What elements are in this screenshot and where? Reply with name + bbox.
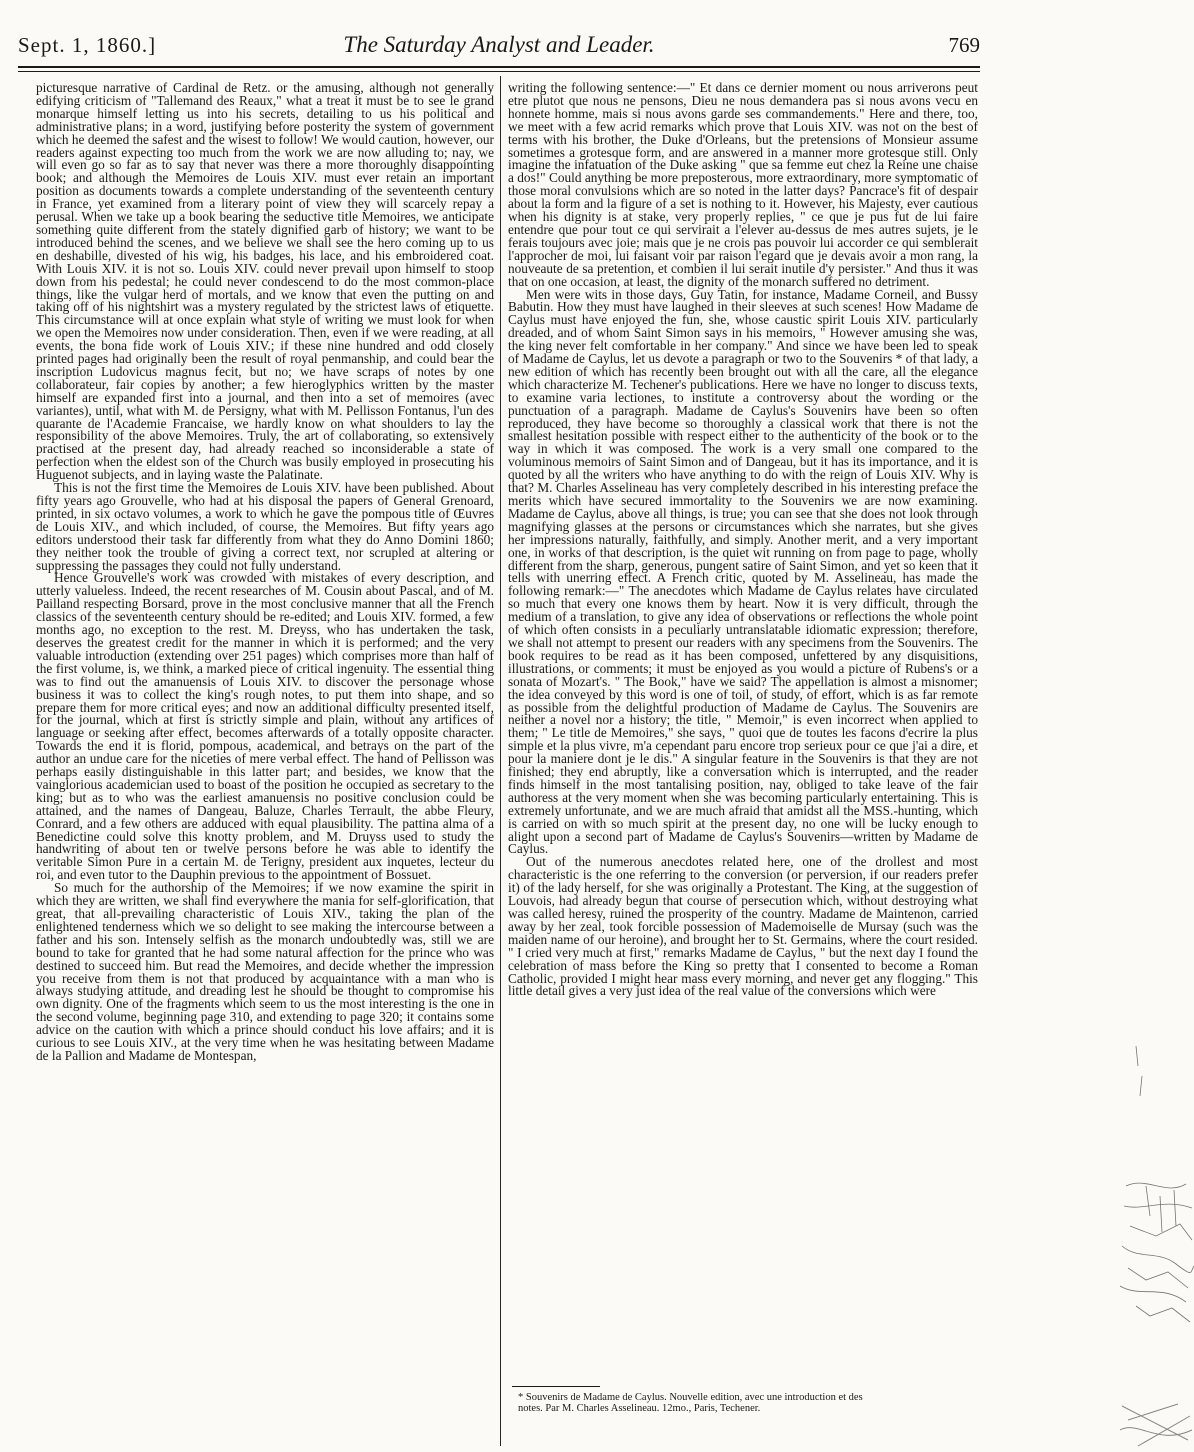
left-column — [36, 82, 494, 1448]
footnote — [508, 1392, 978, 1414]
issue-date: Sept. 1, 1860.] — [18, 33, 157, 57]
paragraph: Hence Grouvelle's work was crowded with mistakes of every description, and utterly valueless. Indeed, the recent researches of M. Cousin about Pascal, and of M. Pailland respecting Borsard, prove in the most conclusive manner that all the French classics of the seventeenth century should be re-edited; and Louis XIV. formed, a few months ago, no exception to the rest. M. Dreyss, who has undertaken the task, deserves the greatest credit for the manner in which it is performed; and the very valuable introduction (extending over 251 pages) which comprises more than half of the first volume, is, we think, a marked piece of critical ingenuity. The essential thing was to find out the amanuensis of Louis XIV. to discover the personage whose business it was to collect the king's rough notes, to put them into shape, and so prepare them for more critical eyes; and now an additional difficulty presented itself, for the journal, which at first is strictly simple and plain, without any artifices of language or seeking after effect, becomes afterwards of a totally opposite character. Towards the end it is florid, pompous, academical, and betrays on the part of the author an undue care for the niceties of mere verbal effect. The hand of Pellisson was perhaps easily distinguishable in this latter part; and besides, we know that the vainglorious academician used to boast of the position he occupied as secretary to the king; but as to who was the earliest amanuensis no positive conclusion could be attained, and the names of Dangeau, Baluze, Charles Terrault, the abbe Fleury, Conrard, and a few others are adduced with equal plausibility. The pattina alma of a Benedictine could solve this knotty problem, and M. Druyss used to study the handwriting of about ten or twelve persons before he was able to identify the veritable Simon Pure in a certain M. de Terigny, president aux inquetes, lecteur du roi, and even tutor to the Dauphin previous to the appointment of Bossuet. — [36, 570, 494, 883]
header-rule-thin — [18, 71, 980, 72]
paragraph: picturesque narrative of Cardinal de Retz. or the amusing, although not generally edifying criticism of "Tallemand des Reaux," what a treat it must be to see le grand monarque himself letting us into his secrets, detailing to us his political and administrative plans; in a word, justifying before posterity the system of government which he deemed the safest and the wisest to follow! We would caution, however, our readers against expecting too much from the work we are now alluding to; nay, we will even go so far as to say that never was there a more thoroughly disappointing book; and although the Memoires de Louis XIV. must ever retain an important position as documents towards a complete understanding of the seventeenth century in France, yet examined from a literary point of view they will scarcely repay a perusal. When we take up a book bearing the seductive title Memoires, we anticipate something quite different from the stately dignified garb of history; we want to be introduced behind the scenes, and we believe we shall see the hero coming up to us en deshabille, divested of his wig, his badges, his lace, and his embroidered coat. With Louis XIV. it is not so. Louis XIV. could never prevail upon himself to stoop down from his pedestal; he could never condescend to do the most common-place things, like the vulgar herd of mortals, and we know that even the putting on and taking off of his nightshirt was a mystery regulated by the strictest laws of etiquette. This circumstance will at once explain what style of writing we must look for when we open the Memoires now under consideration. Then, even if we were reading, at all events, the bona fide work of Louis XIV.; if these nine hundred and odd closely printed pages had originally been the result of royal penmanship, and could bear the inscription Ludovicus magnus fecit, but no; we have scraps of notes by one collaborateur, fair copies by another; a few hieroglyphics written by the master himself are expanded first into a journal, and then into a set of memoires (avec variantes), until, what with M. de Persigny, what with M. Pellisson Fontanus, l'un des quarante de l'Academie Francaise, we hardly know on what shoulders to lay the responsibility of the above Memoires. Truly, the art of collaborating, so extensively practised at the present day, had already reached so inconsiderable a state of perfection when the eldest son of the Church was busily employed in prosecuting his Huguenot subjects, and in laying waste the Palatinate. — [36, 82, 494, 483]
paragraph: So much for the authorship of the Memoires; if we now examine the spirit in which they are written, we shall find everywhere the mania for self-glorification, that great, that all-prevailing characteristic of Louis XIV., taking the plan of the enlightened tenderness which we so delight to see making the intercourse between a father and his son. Intensely selfish as the monarch undoubtedly was, still we are bound to take for granted that he had some natural affection for the prince who was destined to succeed him. But read the Memoires, and decide whether the impression you receive from them is not that produced by acquaintance with a man who is always studying attitude, and dreading lest he should be thought to compromise his own dignity. One of the fragments which seem to us the most interesting is the one in the second volume, beginning page 310, and extending to page 320; it contains some advice on the caution with which a prince should conduct his love affairs; and it is curious to see Louis XIV., at the very time when he was hesitating between Madame de la Pallion and Madame de Montespan, — [36, 880, 494, 1063]
margin-sketch-image — [1116, 1036, 1194, 1326]
paragraph: writing the following sentence:—" Et dans ce dernier moment ou nous arriverons peut etre plutot que nous ne pensons, Dieu ne nous demandera pas si nous avons vecu en honnete homme, mais si nous avons garde ses commandements." Here and there, too, we meet with a few acrid remarks which prove that Louis XIV. was not on the best of terms with his brother, the Duke d'Orleans, but the pretensions of Monsieur assume sometimes a grotesque form, and are answered in a manner more grotesque still. Only imagine the infatuation of the Duke asking " que sa femme eut chez la Reine une chaise a dos!" Could anything be more preposterous, more extraordinary, more symptomatic of those moral convulsions which are so noted in the latter days? Pancrace's fit of despair about la form and la figure of a set is nothing to it. However, his Majesty, ever cautious when his dignity is at stake, very properly replies, " ce que je pus fut de lui faire entendre que pour tout ce qui servirait a l'elever au-dessus de mes autres sujets, je le ferais toujours avec joie; mais que je ne crois pas pouvoir lui accorder ce qui semblerait l'approcher de moi, lui faisant voir par raison l'egard que je devais avoir a mon rang, la nouveaute de sa pretention, et combien il lui serait inutile d'y persister." And thus it was that on one occasion, at least, the dignity of the monarch suffered no detriment. — [508, 82, 978, 289]
paragraph: This is not the first time the Memoires de Louis XIV. have been published. About fifty years ago Grouvelle, who had at his disposal the papers of General Grenoard, printed, in six octavo volumes, a work to which he gave the pompous title of Œuvres de Louis XIV., and which included, of course, the Memoires. But fifty years ago editors understood their task far differently from what they do Anno Domini 1860; they neither took the trouble of giving a correct text, nor scrupled at altering or suppressing the passages they could not fully understand. — [36, 480, 494, 573]
right-column — [508, 82, 978, 1382]
footnote-rule — [512, 1386, 600, 1387]
paragraph: Out of the numerous anecdotes related here, one of the drollest and most characteristic is the one referring to the conversion (or perversion, if our readers prefer it) of the lady herself, for she was originally a Protestant. The King, at the suggestion of Louvois, had already begun that course of persecution which, without destroying what was called heresy, ruined the prosperity of the country. Madame de Maintenon, carried away by her zeal, took forcible possession of Mademoiselle de Mursay (such was the maiden name of our heroine), and brought her to St. Germains, where the court resided. " I cried very much at first," remarks Madame de Caylus, " but the next day I found the celebration of mass before the King so pretty that I consented to become a Roman Catholic, provided I might hear mass every morning, and never get any flogging." This little detail gives a very just idea of the real value of the conversions which were — [508, 854, 978, 999]
page-header — [18, 30, 980, 64]
page-number: 769 — [948, 33, 980, 57]
footnote-line: * Souvenirs de Madame de Caylus. Nouvelle edition, avec une introduction et des — [518, 1392, 863, 1403]
column-divider — [500, 76, 501, 1446]
margin-bleed-mark — [1118, 1400, 1194, 1452]
header-rule-thick — [18, 66, 980, 68]
publication-title: The Saturday Analyst and Leader. — [343, 32, 655, 57]
footnote-line: notes. Par M. Charles Asselineau. 12mo., Paris, Techener. — [518, 1403, 761, 1414]
paragraph: Men were wits in those days, Guy Tatin, for instance, Madame Corneil, and Bussy Babutin. How they must have laughed in their sleeves at such scenes! How Madame de Caylus must have enjoyed the fun, she, whose caustic spirit Louis XIV. particularly dreaded, and of whom Saint Simon says in his memoirs, " However amusing she was, the king never felt comfortable in her company." And since we have been led to speak of Madame de Caylus, let us devote a paragraph or two to the Souvenirs * of that lady, a new edition of which has recently been brought out with all the care, all the elegance which characterize M. Techener's publications. Here we have no longer to discuss texts, to examine varia lectiones, to institute a controversy about the wording or the punctuation of a paragraph. Madame de Caylus's Souvenirs have been so often reproduced, they have become so thoroughly a classical work that there is not the smallest hesitation possible with respect either to the authenticity of the book or to the way in which it was composed. The work is a very small one compared to the voluminous memoirs of Saint Simon and of Dangeau, but it has its importance, and it is quoted by all the writers who have anything to do with the reign of Louis XIV. Why is that? M. Charles Asselineau has very completely described in his interesting preface the merits which have secured immortality to the Souvenirs we are now examining. Madame de Caylus, above all things, is true; you can see that she does not look through magnifying glasses at the persons or circumstances which she narrates, but she gives her impressions naturally, faithfully, and simply. Another merit, and a very important one, in works of that description, is the quiet wit running on from page to page, wholly different from the sharp, generous, pungent satire of Saint Simon, and yet so keen that it tells with unerring effect. A French critic, quoted by M. Asselineau, has made the following remark:—" The anecdotes which Madame de Caylus relates have circulated so much that every one knows them by heart. Now it is very difficult, through the medium of a translation, to give any idea of observations or reflections the whole point of which often consists in a peculiarly untranslatable idiomatic expression; therefore, we shall not attempt to present our readers with any specimens from the Souvenirs. The book requires to be read as it has been composed, unfettered by any disquisitions, illustrations, or comments; it must be enjoyed as you would a picture of Rubens's or a sonata of Mozart's. " The Book," have we said? The appellation is almost a misnomer; the idea conveyed by this word is one of toil, of study, of effort, which is as far remote as possible from the delightful production of Madame de Caylus. The Souvenirs are neither a novel nor a history; the title, " Memoir," is even incorrect when applied to them; " Le title de Memoires," she says, " quoi que de toutes les facons d'ecrire la plus simple et la plus vivre, m'a cependant paru encore trop serieux pour ce que j'ai a dire, et pour la maniere dont je le dis." A singular feature in the Souvenirs is that they are not finished; they end abruptly, like a conversation which is interrupted, and the reader finds himself in the most tantalising position, nay, obliged to take leave of the fair authoress at the very moment when she was becoming particularly entertaining. This is extremely unfortunate, and we are much afraid that amidst all the MSS.-hunting, which is carried on with so much spirit at the present day, no one will be lucky enough to alight upon a second part of Madame de Caylus's Souvenirs—written by Madame de Caylus. — [508, 286, 978, 857]
